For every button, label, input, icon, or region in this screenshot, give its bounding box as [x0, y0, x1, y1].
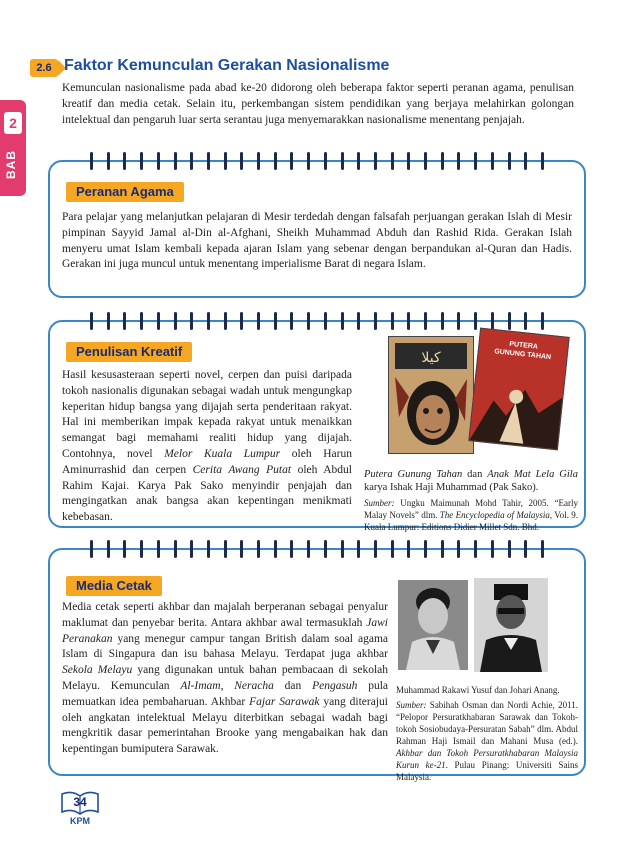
binder-ring	[357, 152, 360, 170]
binder-ring	[341, 312, 344, 330]
binder-ring	[307, 540, 310, 558]
binder-ring	[274, 152, 277, 170]
binder-ring	[307, 312, 310, 330]
photo-caption: Muhammad Rakawi Yusuf dan Johari Anang. Sumber: Sabihah Osman dan Nordi Achie, 2011. “Pelopor Persuratkhabaran Sarawak dan Tokoh-tokoh Sosiobudaya-Persuratan Sabah” dlm. Abdul Rahman Haji Ismail dan Mahani Musa (ed.). Akhbar dan Tokoh Persuratkhabaran Malaysia Kurun ke-21. Pulau Pinang: Universiti Sains Malaysia.	[396, 685, 579, 782]
box-peranan-agama	[48, 160, 586, 298]
binder-ring	[407, 540, 410, 558]
binder-ring	[324, 540, 327, 558]
binder-ring	[441, 540, 444, 558]
binder-ring	[424, 540, 427, 558]
binder-ring	[224, 540, 227, 558]
section-title: Faktor Kemunculan Gerakan Nasionalisme	[64, 57, 390, 74]
binder-ring	[474, 540, 477, 558]
binder-ring	[157, 312, 160, 330]
binder-ring	[357, 312, 360, 330]
binder-ring	[274, 540, 277, 558]
publisher-logo-text: KPM	[70, 816, 90, 826]
page-number: 34	[73, 795, 87, 809]
binder-ring	[257, 312, 260, 330]
section-intro: Kemunculan nasionalisme pada abad ke-20 didorong oleh beberapa faktor seperti peranan agama, penulisan kreatif dan media cetak. Selain itu, perkembangan sistem pendidikan yang berjaya melahirkan golongan intelektual dan pengaruh luar serta serantau juga menyemarakkan nasionalisme menentang penjajah.	[62, 82, 574, 126]
binder-ring	[207, 312, 210, 330]
binder-ring	[307, 152, 310, 170]
binder-ring	[424, 152, 427, 170]
binder-ring	[190, 312, 193, 330]
binder-ring	[524, 312, 527, 330]
box-text: Para pelajar yang melanjutkan pelajaran di Mesir terdedah dengan falsafah perjuangan gerakan Islah di Mesir pimpinan Sayyid Jamal al-Din al-Afghani, Sheikh Muhammad Abduh dan Rashid Rida. Gerakan Islah menyeru umat Islam kembali kepada ajaran Islam yang sebenar dengan berpandukan al-Quran dan Hadis. Gerakan ini juga muncul untuk menentang imperialisme Barat di negara Islam.	[62, 211, 572, 271]
binder-ring	[524, 152, 527, 170]
binder-rings	[90, 540, 544, 560]
binder-ring	[107, 312, 110, 330]
binder-ring	[240, 540, 243, 558]
box-text: Media cetak seperti akhbar dan majalah berperanan sebagai penyalur maklumat dan penyebar berita. Antara akhbar awal termasuklah Jawi Peranakan yang menegur campur tangan British dalam soal agama Islam di Singapura dan isu bahasa Melayu. Terdapat juga akhbar Sekola Melayu yang digunakan untuk bahan pembacaan di sekolah Melayu. Kemunculan Al-Imam, Neracha dan Pengasuh pula memuatkan idea pembaharuan. Akhbar Fajar Sarawak yang diterajui oleh angkatan intelektual Melayu diterbitkan sebagai wadah bagi mengkritik dasar pemerintahan Brooke yang mengabaikan hak dan kepentingan bumiputera Sarawak.	[62, 601, 389, 756]
binder-ring	[107, 152, 110, 170]
binder-ring	[240, 152, 243, 170]
binder-ring	[224, 312, 227, 330]
novel-title: Melor Kuala Lumpur	[164, 447, 281, 460]
binder-ring	[491, 152, 494, 170]
box-label: Peranan Agama	[66, 182, 184, 202]
binder-ring	[341, 152, 344, 170]
binder-ring	[457, 152, 460, 170]
chapter-label: BAB	[4, 150, 18, 179]
binder-ring	[491, 312, 494, 330]
binder-rings	[90, 152, 544, 172]
binder-ring	[391, 152, 394, 170]
book-cover-anak-mat-lela-gila	[388, 336, 474, 454]
binder-ring	[407, 312, 410, 330]
binder-ring	[290, 540, 293, 558]
binder-ring	[90, 540, 93, 558]
photo-johari-anang	[474, 578, 548, 672]
binder-ring	[441, 312, 444, 330]
chapter-tab	[0, 100, 26, 196]
binder-ring	[374, 152, 377, 170]
binder-ring	[257, 152, 260, 170]
binder-ring	[257, 540, 260, 558]
section-number-badge: 2.6	[30, 59, 58, 77]
binder-ring	[374, 540, 377, 558]
binder-ring	[541, 540, 544, 558]
binder-ring	[123, 312, 126, 330]
binder-ring	[207, 152, 210, 170]
binder-ring	[140, 312, 143, 330]
binder-ring	[407, 152, 410, 170]
binder-ring	[508, 540, 511, 558]
photo-muhammad-rakawi-yusuf	[398, 580, 468, 670]
binder-ring	[174, 540, 177, 558]
binder-ring	[508, 152, 511, 170]
binder-ring	[474, 152, 477, 170]
chapter-number: 2	[4, 112, 22, 134]
box-text: Hasil kesusasteraan seperti novel, cerpen dan puisi daripada tokoh nasionalis digunakan sebagai wadah untuk mengungkap keperitan hidup bangsa yang dijajah serta penderitaan rakyat. Hal ini memberikan impak kepada rakyat untuk menaikkan semangat bagi memahami realiti hidup yang dijajah. Contohnya, novel Melor Kuala Lumpur oleh Harun Aminurrashid dan cerpen Cerita Awang Putat oleh Abdul Rahim Kajai. Karya Pak Sako menyindir penjajah dan mengingatkan anak bangsa akan kepentingan menikmati kebebasan.	[62, 369, 352, 524]
binder-ring	[157, 152, 160, 170]
box-media-cetak	[48, 548, 586, 782]
binder-ring	[240, 312, 243, 330]
binder-ring	[290, 152, 293, 170]
binder-ring	[541, 152, 544, 170]
binder-ring	[457, 540, 460, 558]
binder-ring	[524, 540, 527, 558]
binder-ring	[190, 540, 193, 558]
cover-title-text: PUTERA GUNUNG TAHAN	[493, 340, 552, 362]
binder-ring	[474, 312, 477, 330]
binder-ring	[174, 312, 177, 330]
binder-ring	[140, 152, 143, 170]
binder-ring	[123, 152, 126, 170]
binder-ring	[357, 540, 360, 558]
binder-ring	[324, 312, 327, 330]
binder-ring	[374, 312, 377, 330]
binder-ring	[391, 540, 394, 558]
story-title: Cerita Awang Putat	[192, 463, 292, 476]
binder-ring	[174, 152, 177, 170]
binder-ring	[290, 312, 293, 330]
binder-ring	[424, 312, 427, 330]
binder-ring	[157, 540, 160, 558]
binder-ring	[207, 540, 210, 558]
binder-ring	[508, 312, 511, 330]
binder-ring	[324, 152, 327, 170]
binder-ring	[190, 152, 193, 170]
binder-ring	[224, 152, 227, 170]
svg-text:کيلا: کيلا	[421, 350, 441, 366]
binder-ring	[274, 312, 277, 330]
box-label: Media Cetak	[66, 576, 162, 596]
box-label: Penulisan Kreatif	[66, 342, 192, 362]
binder-ring	[541, 312, 544, 330]
binder-ring	[123, 540, 126, 558]
binder-ring	[391, 312, 394, 330]
box-penulisan-kreatif	[48, 320, 586, 532]
binder-ring	[457, 312, 460, 330]
binder-ring	[341, 540, 344, 558]
binder-ring	[491, 540, 494, 558]
binder-rings	[90, 312, 544, 332]
binder-ring	[140, 540, 143, 558]
binder-ring	[90, 312, 93, 330]
book-caption: Putera Gunung Tahan dan Anak Mat Lela Gila karya Ishak Haji Muhammad (Pak Sako). Sumber: Ungku Maimunah Mohd Tahir, 2005. “Early Malay Novels” dlm. The Encyclopedia of Malaysia, Vol. 9. Kuala Lumpur: Editions Didier Millet Sdn. Bhd.	[364, 469, 578, 532]
binder-ring	[441, 152, 444, 170]
binder-ring	[90, 152, 93, 170]
binder-ring	[107, 540, 110, 558]
book-cover-putera-gunung-tahan	[468, 328, 569, 451]
